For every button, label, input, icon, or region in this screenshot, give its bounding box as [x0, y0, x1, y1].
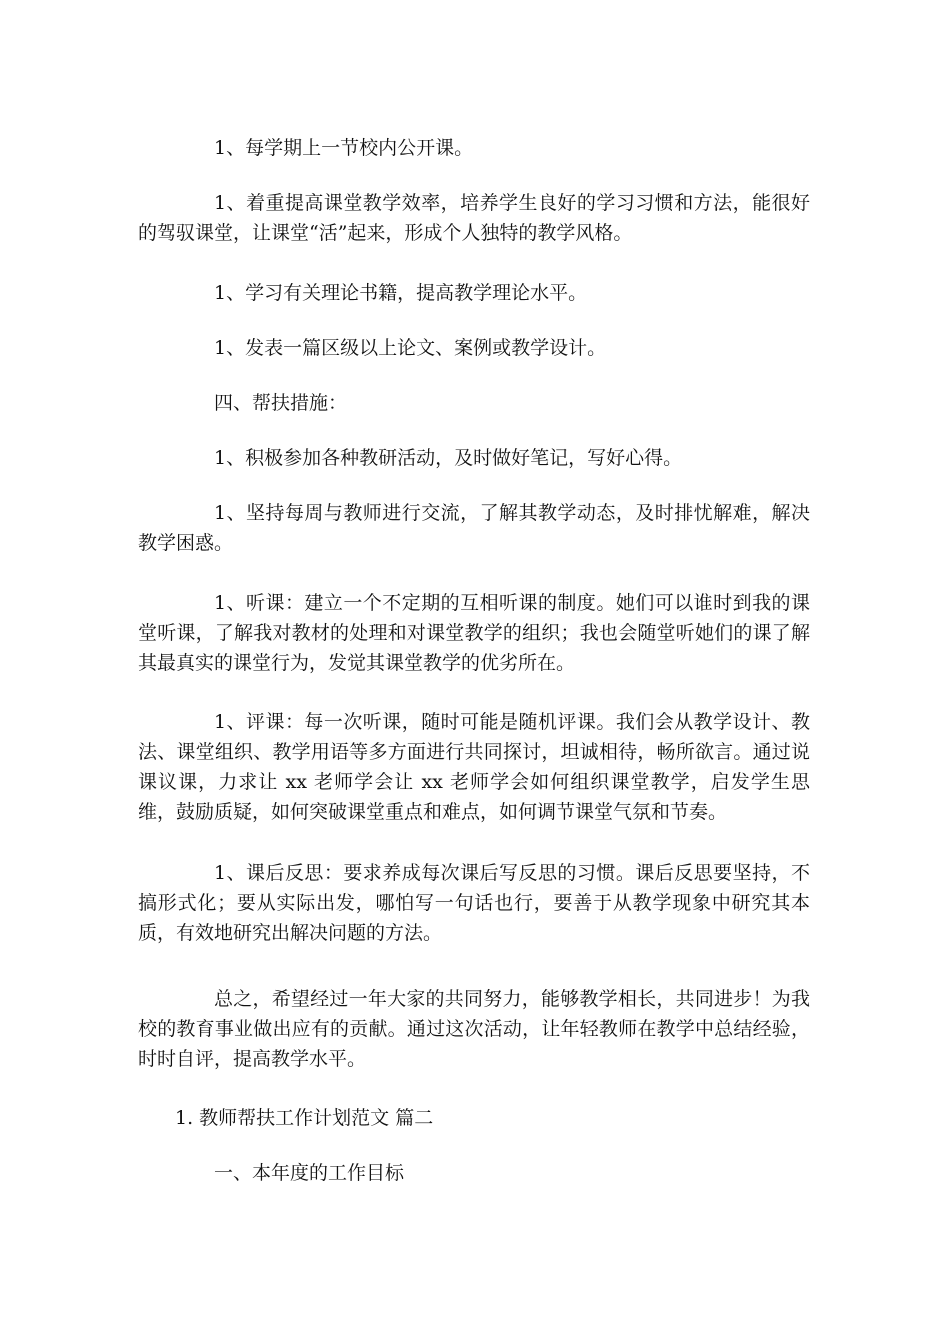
paragraph-open-class: 1、每学期上一节校内公开课。: [214, 137, 474, 159]
paragraph-research-activities: 1、积极参加各种教研活动，及时做好笔记，写好心得。: [214, 447, 683, 469]
paragraph-conclusion: 总之，希望经过一年大家的共同努力，能够教学相长，共同进步！为我校的教育事业做出应有的贡献。通过这次活动，让年轻教师在教学中总结经验，时时自评，提高教学水平。: [138, 988, 810, 1070]
heading-support-measures: 四、帮扶措施：: [214, 392, 348, 414]
paragraph-classroom-efficiency: 1、着重提高课堂教学效率，培养学生良好的学习习惯和方法，能很好的驾驭课堂，让课堂“活”起来，形成个人独特的教学风格。: [138, 192, 810, 244]
paragraph-theory-study: 1、学习有关理论书籍，提高教学理论水平。: [214, 282, 588, 304]
paragraph-lesson-observation: 1、听课：建立一个不定期的互相听课的制度。她们可以谁时到我的课堂听课，了解我对教材的处理和对课堂教学的组织；我也会随堂听她们的课了解其最真实的课堂行为，发觉其课堂教学的优劣所在。: [138, 592, 810, 674]
paragraph-publish-paper: 1、发表一篇区级以上论文、案例或教学设计。: [214, 337, 607, 359]
section-title: 1. 教师帮扶工作计划范文 篇二: [175, 1107, 434, 1129]
paragraph-lesson-evaluation: 1、评课：每一次听课，随时可能是随机评课。我们会从教学设计、教法、课堂组织、教学用语等多方面进行共同探讨，坦诚相待，畅所欲言。通过说课议课，力求让 xx 老师学会让 xx 老师学会如何组织课堂教学，启发学生思维，鼓励质疑，如何突破课堂重点和难点，如何调节课堂气氛和节奏。: [138, 711, 810, 823]
subheading-annual-goals: 一、本年度的工作目标: [214, 1162, 405, 1184]
paragraph-post-class-reflection: 1、课后反思：要求养成每次课后写反思的习惯。课后反思要坚持，不搞形式化；要从实际出发，哪怕写一句话也行，要善于从教学现象中研究其本质，有效地研究出解决问题的方法。: [138, 862, 810, 944]
paragraph-weekly-communication: 1、坚持每周与教师进行交流，了解其教学动态，及时排忧解难，解决教学困惑。: [138, 502, 810, 554]
